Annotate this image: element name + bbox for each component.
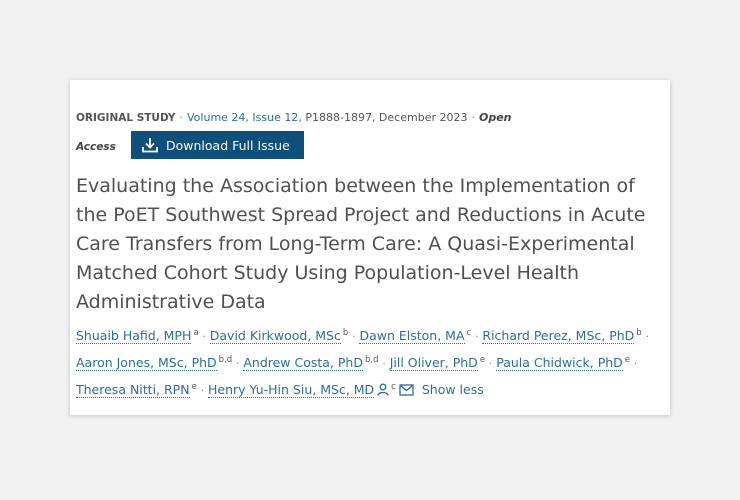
author-item	[76, 355, 232, 370]
separator-dot: ·	[352, 332, 356, 344]
author-item	[496, 355, 630, 370]
author-item	[76, 328, 199, 343]
separator-dot: ·	[200, 386, 204, 398]
author-link[interactable]: Richard Perez, MSc, PhD	[482, 328, 635, 344]
author-item	[210, 328, 349, 343]
separator-dot: ·	[236, 359, 240, 371]
author-affiliation: b,d	[218, 355, 233, 366]
author-link[interactable]: Aaron Jones, MSc, PhD	[76, 355, 217, 371]
separator-dot: ·	[489, 359, 493, 371]
volume-issue-link[interactable]: Volume 24, Issue 12	[187, 111, 299, 124]
show-less-link[interactable]: Show less	[421, 382, 484, 398]
author-item	[76, 382, 197, 397]
download-button-label: Download Full Issue	[166, 137, 290, 153]
author-affiliation: b	[342, 328, 349, 338]
separator-dot: ·	[179, 111, 184, 124]
author-link[interactable]: Andrew Costa, PhD	[243, 355, 363, 371]
article-card	[70, 80, 670, 415]
author-affiliation: a	[193, 328, 199, 338]
separator-dot: ·	[645, 332, 649, 344]
open-label: Open	[478, 111, 512, 124]
author-list	[76, 322, 666, 403]
author-item	[482, 328, 641, 343]
author-affiliation: c	[391, 382, 396, 393]
separator-dot: ·	[382, 359, 386, 371]
author-affiliation: e	[479, 355, 486, 366]
author-item	[243, 355, 378, 370]
author-item	[208, 382, 414, 397]
access-label: Access	[76, 141, 116, 153]
author-affiliation: b	[636, 328, 642, 338]
author-link[interactable]: Shuaib Hafid, MPH	[76, 328, 192, 344]
article-title: Evaluating the Association between the Implementation of the PoET Southwest Spread Project and Reductions in Acute Care Transfers from Long-Term Care: A Quasi-Experimental Matched Cohort Study Using Population-Level Health Administrative Data	[76, 175, 646, 313]
separator-dot: ·	[202, 332, 206, 344]
person-icon[interactable]	[377, 383, 389, 396]
author-affiliation: b,d	[365, 355, 379, 366]
separator-dot: ·	[475, 332, 479, 344]
separator-dot: ·	[471, 111, 475, 124]
download-icon	[141, 137, 159, 153]
author-link[interactable]: Henry Yu-Hin Siu, MSc, MD	[208, 382, 375, 398]
author-affiliation: c	[466, 328, 472, 338]
author-link[interactable]: Paula Chidwick, PhD	[496, 355, 623, 371]
author-affiliation: e	[191, 382, 197, 393]
author-link[interactable]: Theresa Nitti, RPN	[76, 382, 190, 398]
author-link[interactable]: Jill Oliver, PhD	[389, 355, 478, 371]
email-icon[interactable]	[399, 384, 414, 396]
article-meta	[76, 111, 666, 125]
separator-dot: ·	[634, 359, 638, 371]
author-link[interactable]: David Kirkwood, MSc	[209, 328, 341, 344]
author-affiliation: e	[624, 355, 631, 366]
author-item	[359, 328, 471, 343]
pages-date: , P1888-1897, December 2023	[298, 111, 468, 124]
author-item	[390, 355, 485, 370]
article-type: ORIGINAL STUDY	[76, 112, 176, 124]
download-full-issue-button[interactable]	[131, 131, 304, 159]
author-link[interactable]: Dawn Elston, MA	[359, 328, 465, 344]
